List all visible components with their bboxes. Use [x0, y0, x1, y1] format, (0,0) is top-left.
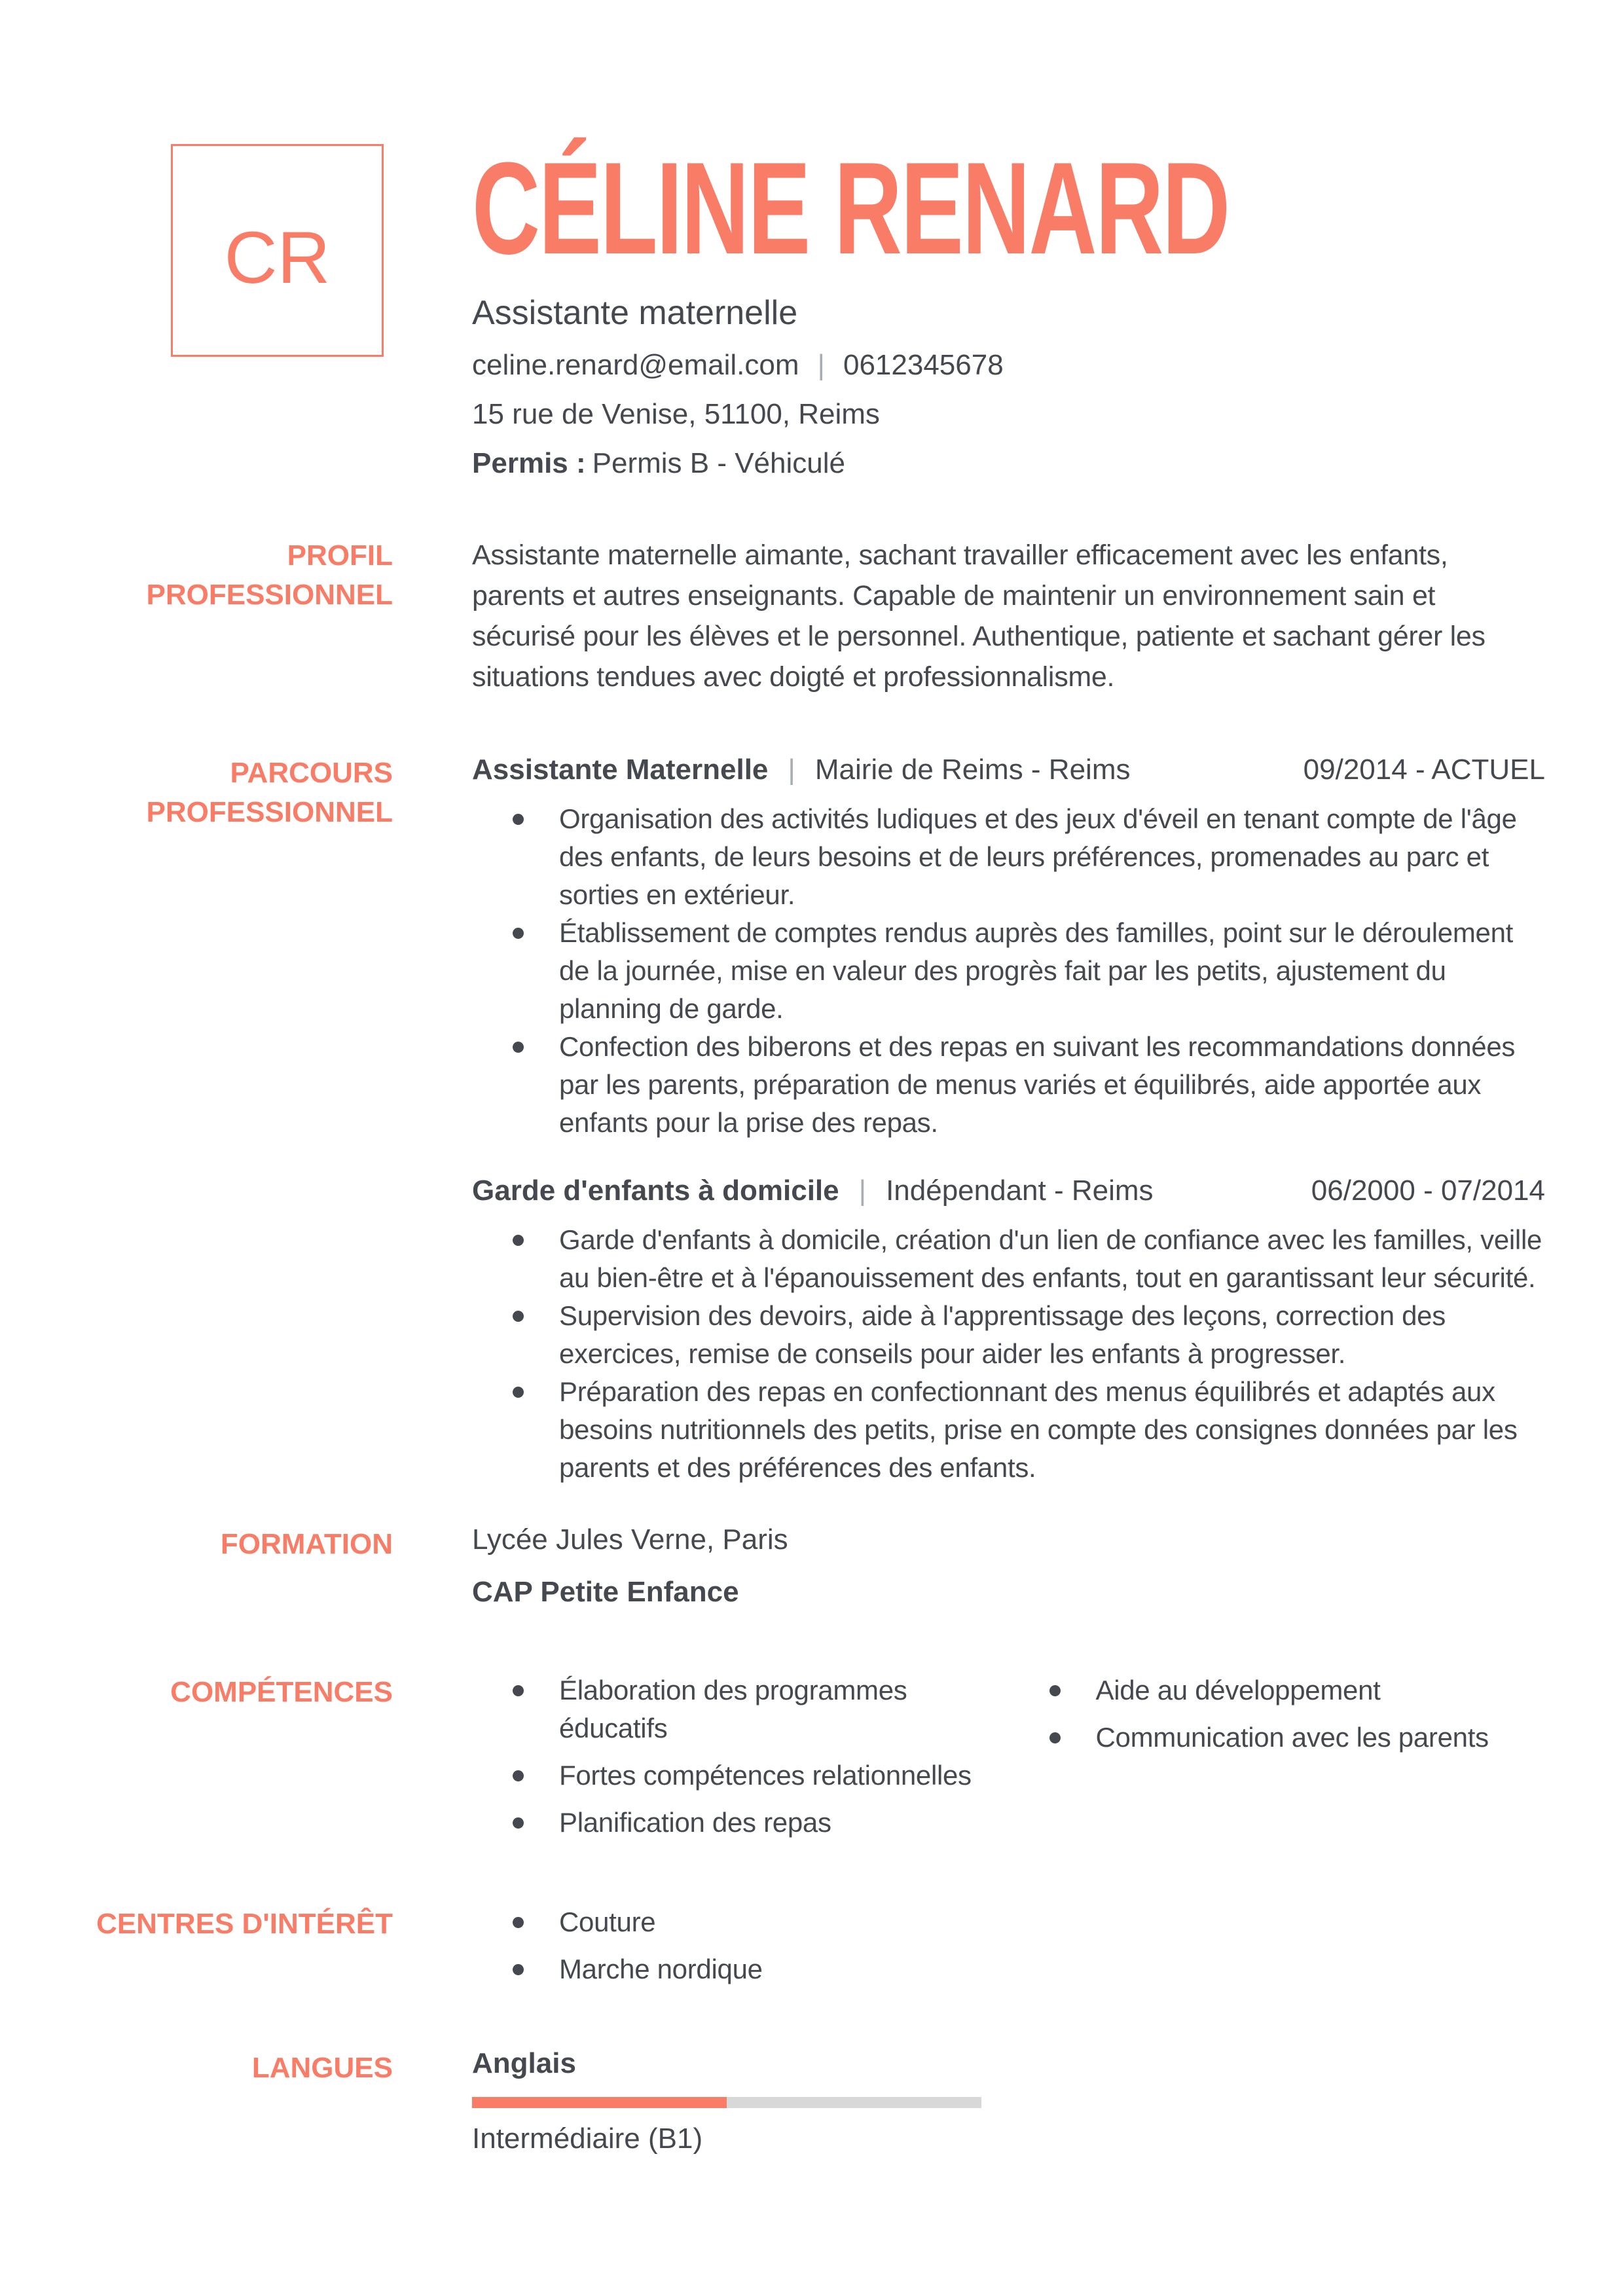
job-bullet-list [472, 800, 1545, 1142]
header [92, 136, 1545, 480]
section-label-langues: LANGUES [251, 2052, 393, 2084]
job-bullet: Garde d'enfants à domicile, création d'un lien de confiance avec les familles, veille au bien-être et à l'épanouissement des enfants, tout en garantissant leur sécurité. [472, 1221, 1545, 1297]
monogram-cell [92, 144, 393, 480]
permis-label: Permis : [472, 447, 586, 479]
job-header [472, 1173, 1545, 1208]
formation-content [472, 1523, 1545, 1609]
interest-item: Marche nordique [472, 1950, 1545, 1988]
monogram-initials: CR [224, 216, 331, 299]
skill-item: Planification des repas [472, 1804, 1009, 1842]
section-profil [92, 535, 1545, 697]
permis-line [472, 447, 1545, 480]
job-bullet: Préparation des repas en confectionnant des menus équilibrés et adaptés aux besoins nutritionnels des petits, prise en compte des consignes données par les parents et des préférences des enfants. [472, 1373, 1545, 1487]
job-bullet: Établissement de comptes rendus auprès des familles, point sur le déroulement de la journée, mise en valeur des progrès fait par les petits, ajustement du planning de garde. [472, 914, 1545, 1028]
job-bullet: Supervision des devoirs, aide à l'apprentissage des leçons, correction des exercices, remise de conseils pour aider les enfants à progresser. [472, 1297, 1545, 1373]
phone-text: 0612345678 [843, 349, 1004, 381]
permis-value: Permis B - Véhiculé [592, 447, 845, 479]
section-formation [92, 1523, 1545, 1609]
language-bar [472, 2097, 981, 2108]
job-dates: 06/2000 - 07/2014 [1311, 1175, 1545, 1207]
job-company: Indépendant - Reims [886, 1175, 1154, 1207]
section-langues [92, 2047, 1545, 2155]
address-line: 15 rue de Venise, 51100, Reims [472, 398, 880, 430]
formation-degree: CAP Petite Enfance [472, 1576, 739, 1608]
parcours-content [472, 752, 1545, 1487]
section-label-parcours: PARCOURS PROFESSIONNEL [146, 757, 393, 828]
profil-content [472, 535, 1545, 697]
section-competences [92, 1671, 1545, 1851]
job-separator: | [858, 1175, 867, 1207]
interest-item: Couture [472, 1903, 1545, 1941]
job-title: Garde d'enfants à domicile [472, 1175, 839, 1207]
section-parcours [92, 752, 1545, 1487]
language-name: Anglais [472, 2047, 576, 2079]
header-content [472, 136, 1545, 480]
skills-column-2 [1009, 1671, 1546, 1851]
language-bar-fill [472, 2097, 727, 2108]
job-separator: | [788, 754, 795, 786]
langues-content [472, 2047, 1545, 2155]
skill-item: Aide au développement [1009, 1671, 1546, 1709]
person-name: CÉLINE RENARD [472, 136, 1229, 282]
formation-school: Lycée Jules Verne, Paris [472, 1523, 788, 1556]
skills-column-1 [472, 1671, 1009, 1851]
job-bullet: Organisation des activités ludiques et des jeux d'éveil en tenant compte de l'âge des enfants, de leurs besoins et de leurs préférences, promenades au parc et sorties en extérieur. [472, 800, 1545, 914]
job-header [472, 752, 1545, 787]
email-text: celine.renard@email.com [472, 349, 799, 381]
section-label-interets: CENTRES D'INTÉRÊT [96, 1908, 393, 1940]
contact-separator: | [817, 349, 825, 381]
person-job-title: Assistante maternelle [472, 294, 798, 332]
contact-line [472, 349, 1545, 382]
section-label-formation: FORMATION [220, 1528, 393, 1560]
job-bullet-list [472, 1221, 1545, 1487]
job-entry [472, 752, 1545, 1142]
job-entry [472, 1173, 1545, 1487]
monogram-box [171, 144, 384, 357]
section-label-profil: PROFIL PROFESSIONNEL [146, 539, 393, 611]
skill-item: Communication avec les parents [1009, 1719, 1546, 1757]
job-bullet: Confection des biberons et des repas en suivant les recommandations données par les parents, préparation de menus variés et équilibrés, aide apportée aux enfants pour la prise des repas. [472, 1028, 1545, 1142]
profil-text: Assistante maternelle aimante, sachant travailler efficacement avec les enfants, parents et autres enseignants. Capable de maintenir un environnement sain et sécurisé pour les élèves et le personnel. Authentique, patiente et sachant gérer les situations tendues avec doigté et professionnalisme. [472, 539, 1486, 693]
skill-item: Élaboration des programmes éducatifs [472, 1671, 1009, 1747]
skills-grid [472, 1671, 1545, 1851]
language-level: Intermédiaire (B1) [472, 2123, 703, 2155]
skill-item: Fortes compétences relationnelles [472, 1757, 1009, 1795]
interets-content [472, 1903, 1545, 1997]
interests-list [472, 1903, 1545, 1988]
job-company: Mairie de Reims - Reims [814, 754, 1131, 786]
job-dates: 09/2014 - ACTUEL [1303, 754, 1545, 786]
section-label-competences: COMPÉTENCES [170, 1676, 393, 1708]
job-title: Assistante Maternelle [472, 754, 769, 786]
section-interets [92, 1903, 1545, 1997]
